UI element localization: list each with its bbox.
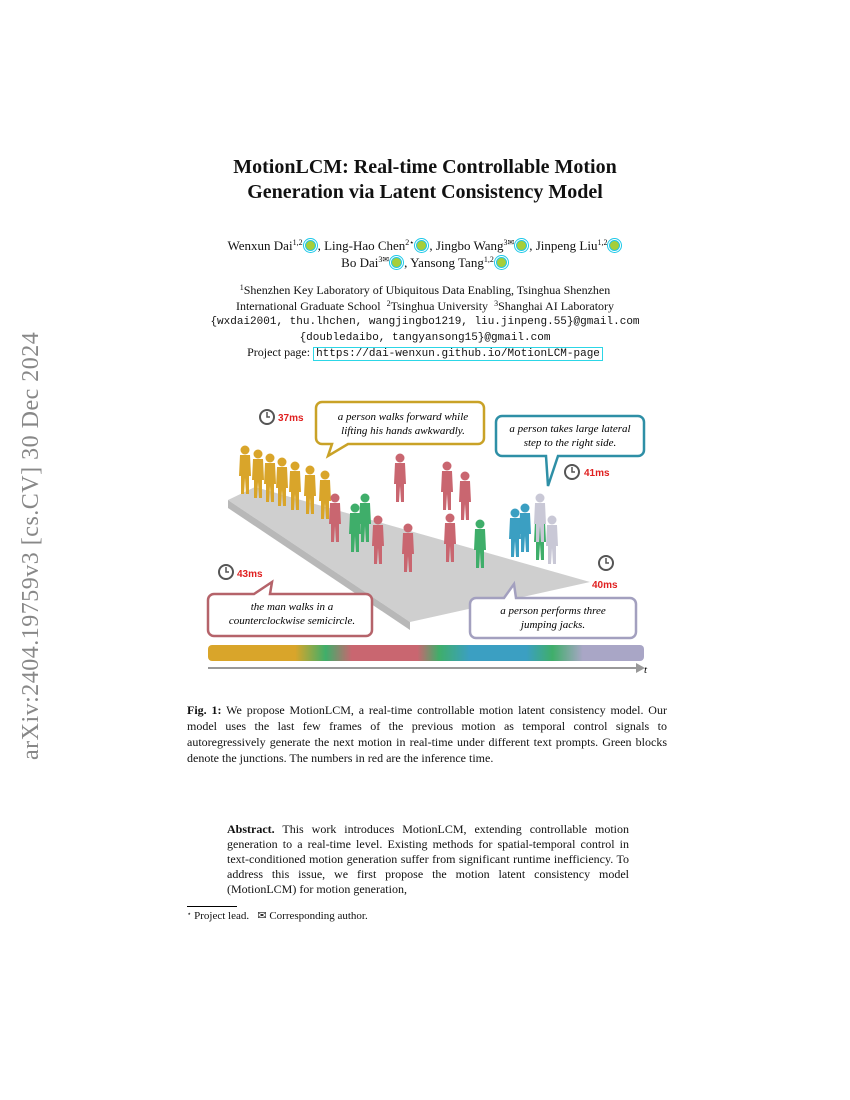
author-name: Ling-Hao Chen xyxy=(324,238,406,253)
abstract xyxy=(227,822,629,897)
blue-motion-figures xyxy=(509,504,531,558)
inference-time: 43ms xyxy=(237,569,263,580)
timing-41ms xyxy=(565,465,610,479)
bubble-text: a person performs three xyxy=(500,605,606,617)
author-name: Jinpeng Liu xyxy=(535,238,598,253)
footnote-rule xyxy=(187,906,237,907)
bubble-text: step to the right side. xyxy=(523,437,617,449)
figure-caption xyxy=(187,702,667,766)
bubble-text: a person takes large lateral xyxy=(509,423,631,435)
author-line-2: Bo Dai$^{3✉}$ , Yansong Tang$^{1,2}$ xyxy=(140,251,710,271)
abstract-text: This work introduces MotionLCM, extending controllable motion generation to a real-time level. Existing methods for spatial-temporal control in text-conditioned motion generation suffer from significant runtime inefficiency. To address this issue, we first propose the motion latent consistency model (MotionLCM) for motion generation, xyxy=(227,822,629,896)
bubble-yellow xyxy=(316,402,484,456)
timing-40ms xyxy=(592,556,618,591)
envelope-icon: ✉ xyxy=(257,910,267,922)
inference-time: 40ms xyxy=(592,580,618,591)
bubble-text: a person walks forward while xyxy=(337,411,469,423)
orcid-icon[interactable] xyxy=(609,240,620,251)
author-name: Bo Dai xyxy=(341,255,379,270)
paper-title xyxy=(150,155,700,205)
author-affil: 2⋆ xyxy=(405,238,415,247)
affil-number: 2 xyxy=(386,299,391,308)
author-line-1: Wenxun Dai$^{1,2}$ , Ling-Hao Chen$^{2⋆}$ , Jingbo Wang$^{3✉}$ , Jinpeng Liu$^{1,2}$ xyxy=(140,234,710,254)
affil-text: Tsinghua University xyxy=(390,299,489,313)
bubble-red xyxy=(208,582,372,636)
affil-text: Shenzhen Key Laboratory of Ubiquitous Data Enabling, Tsinghua Shenzhen xyxy=(243,283,611,297)
footnote-lead: Project lead. xyxy=(194,910,250,922)
orcid-icon[interactable] xyxy=(496,257,507,268)
affil-number: 1 xyxy=(239,283,244,292)
inference-time: 41ms xyxy=(584,468,610,479)
footnote-star: ⋆ xyxy=(187,910,192,918)
timing-43ms xyxy=(219,565,263,580)
inference-time: 37ms xyxy=(278,413,304,424)
title-line-1: MotionLCM: Real-time Controllable Motion xyxy=(233,156,617,178)
affil-number: 3 xyxy=(494,299,499,308)
author-affil: 1,2 xyxy=(483,255,494,264)
arxiv-stamp: arXiv:2404.19759v3 [cs.CV] 30 Dec 2024 xyxy=(18,331,44,760)
author-name: Wenxun Dai xyxy=(227,238,293,253)
time-axis-label: t xyxy=(644,664,648,676)
title-line-2: Generation via Latent Consistency Model xyxy=(247,181,603,203)
timing-37ms xyxy=(260,410,304,424)
author-affil: 3✉ xyxy=(378,255,390,264)
bubble-text: counterclockwise semicircle. xyxy=(228,615,356,627)
timeline-bar xyxy=(208,645,644,661)
orcid-icon[interactable] xyxy=(516,240,527,251)
orcid-icon[interactable] xyxy=(391,257,402,268)
teaser-figure xyxy=(200,392,650,682)
author-affil: 1,2 xyxy=(597,238,608,247)
orcid-icon[interactable] xyxy=(305,240,316,251)
bubble-text: the man walks in a xyxy=(250,601,334,613)
author-emails: {doubledaibo, tangyansong15}@gmail.com xyxy=(299,332,551,344)
caption-label: Fig. 1: xyxy=(187,703,222,717)
author-emails: {wxdai2001, thu.lhchen, wangjingbo1219, liu.jinpeng.55}@gmail.com xyxy=(210,316,640,328)
author-name: Yansong Tang xyxy=(410,255,484,270)
bubble-text: lifting his hands awkwardly. xyxy=(341,425,465,437)
author-affil: 1,2 xyxy=(292,238,303,247)
caption-text: We propose MotionLCM, a real-time controllable motion latent consistency model. Our model uses the last few frames of the previous motion as temporal control signals to autoregressively generate the next motion in real-time under different text prompts. Green blocks denote the junctions. The numbers in red are the inference time. xyxy=(187,703,667,765)
project-page-label: Project page: xyxy=(247,345,311,359)
affil-text: International Graduate School xyxy=(235,299,381,313)
footnote xyxy=(187,909,587,922)
footnote-corresponding: Corresponding author. xyxy=(269,910,368,922)
affil-text: Shanghai AI Laboratory xyxy=(498,299,615,313)
project-page-link[interactable]: https://dai-wenxun.github.io/MotionLCM-page xyxy=(313,347,603,361)
project-page-line xyxy=(140,344,710,362)
author-affil: 3✉ xyxy=(503,238,515,247)
abstract-label: Abstract. xyxy=(227,822,275,836)
bubble-text: jumping jacks. xyxy=(520,619,586,631)
orcid-icon[interactable] xyxy=(416,240,427,251)
author-name: Jingbo Wang xyxy=(435,238,504,253)
